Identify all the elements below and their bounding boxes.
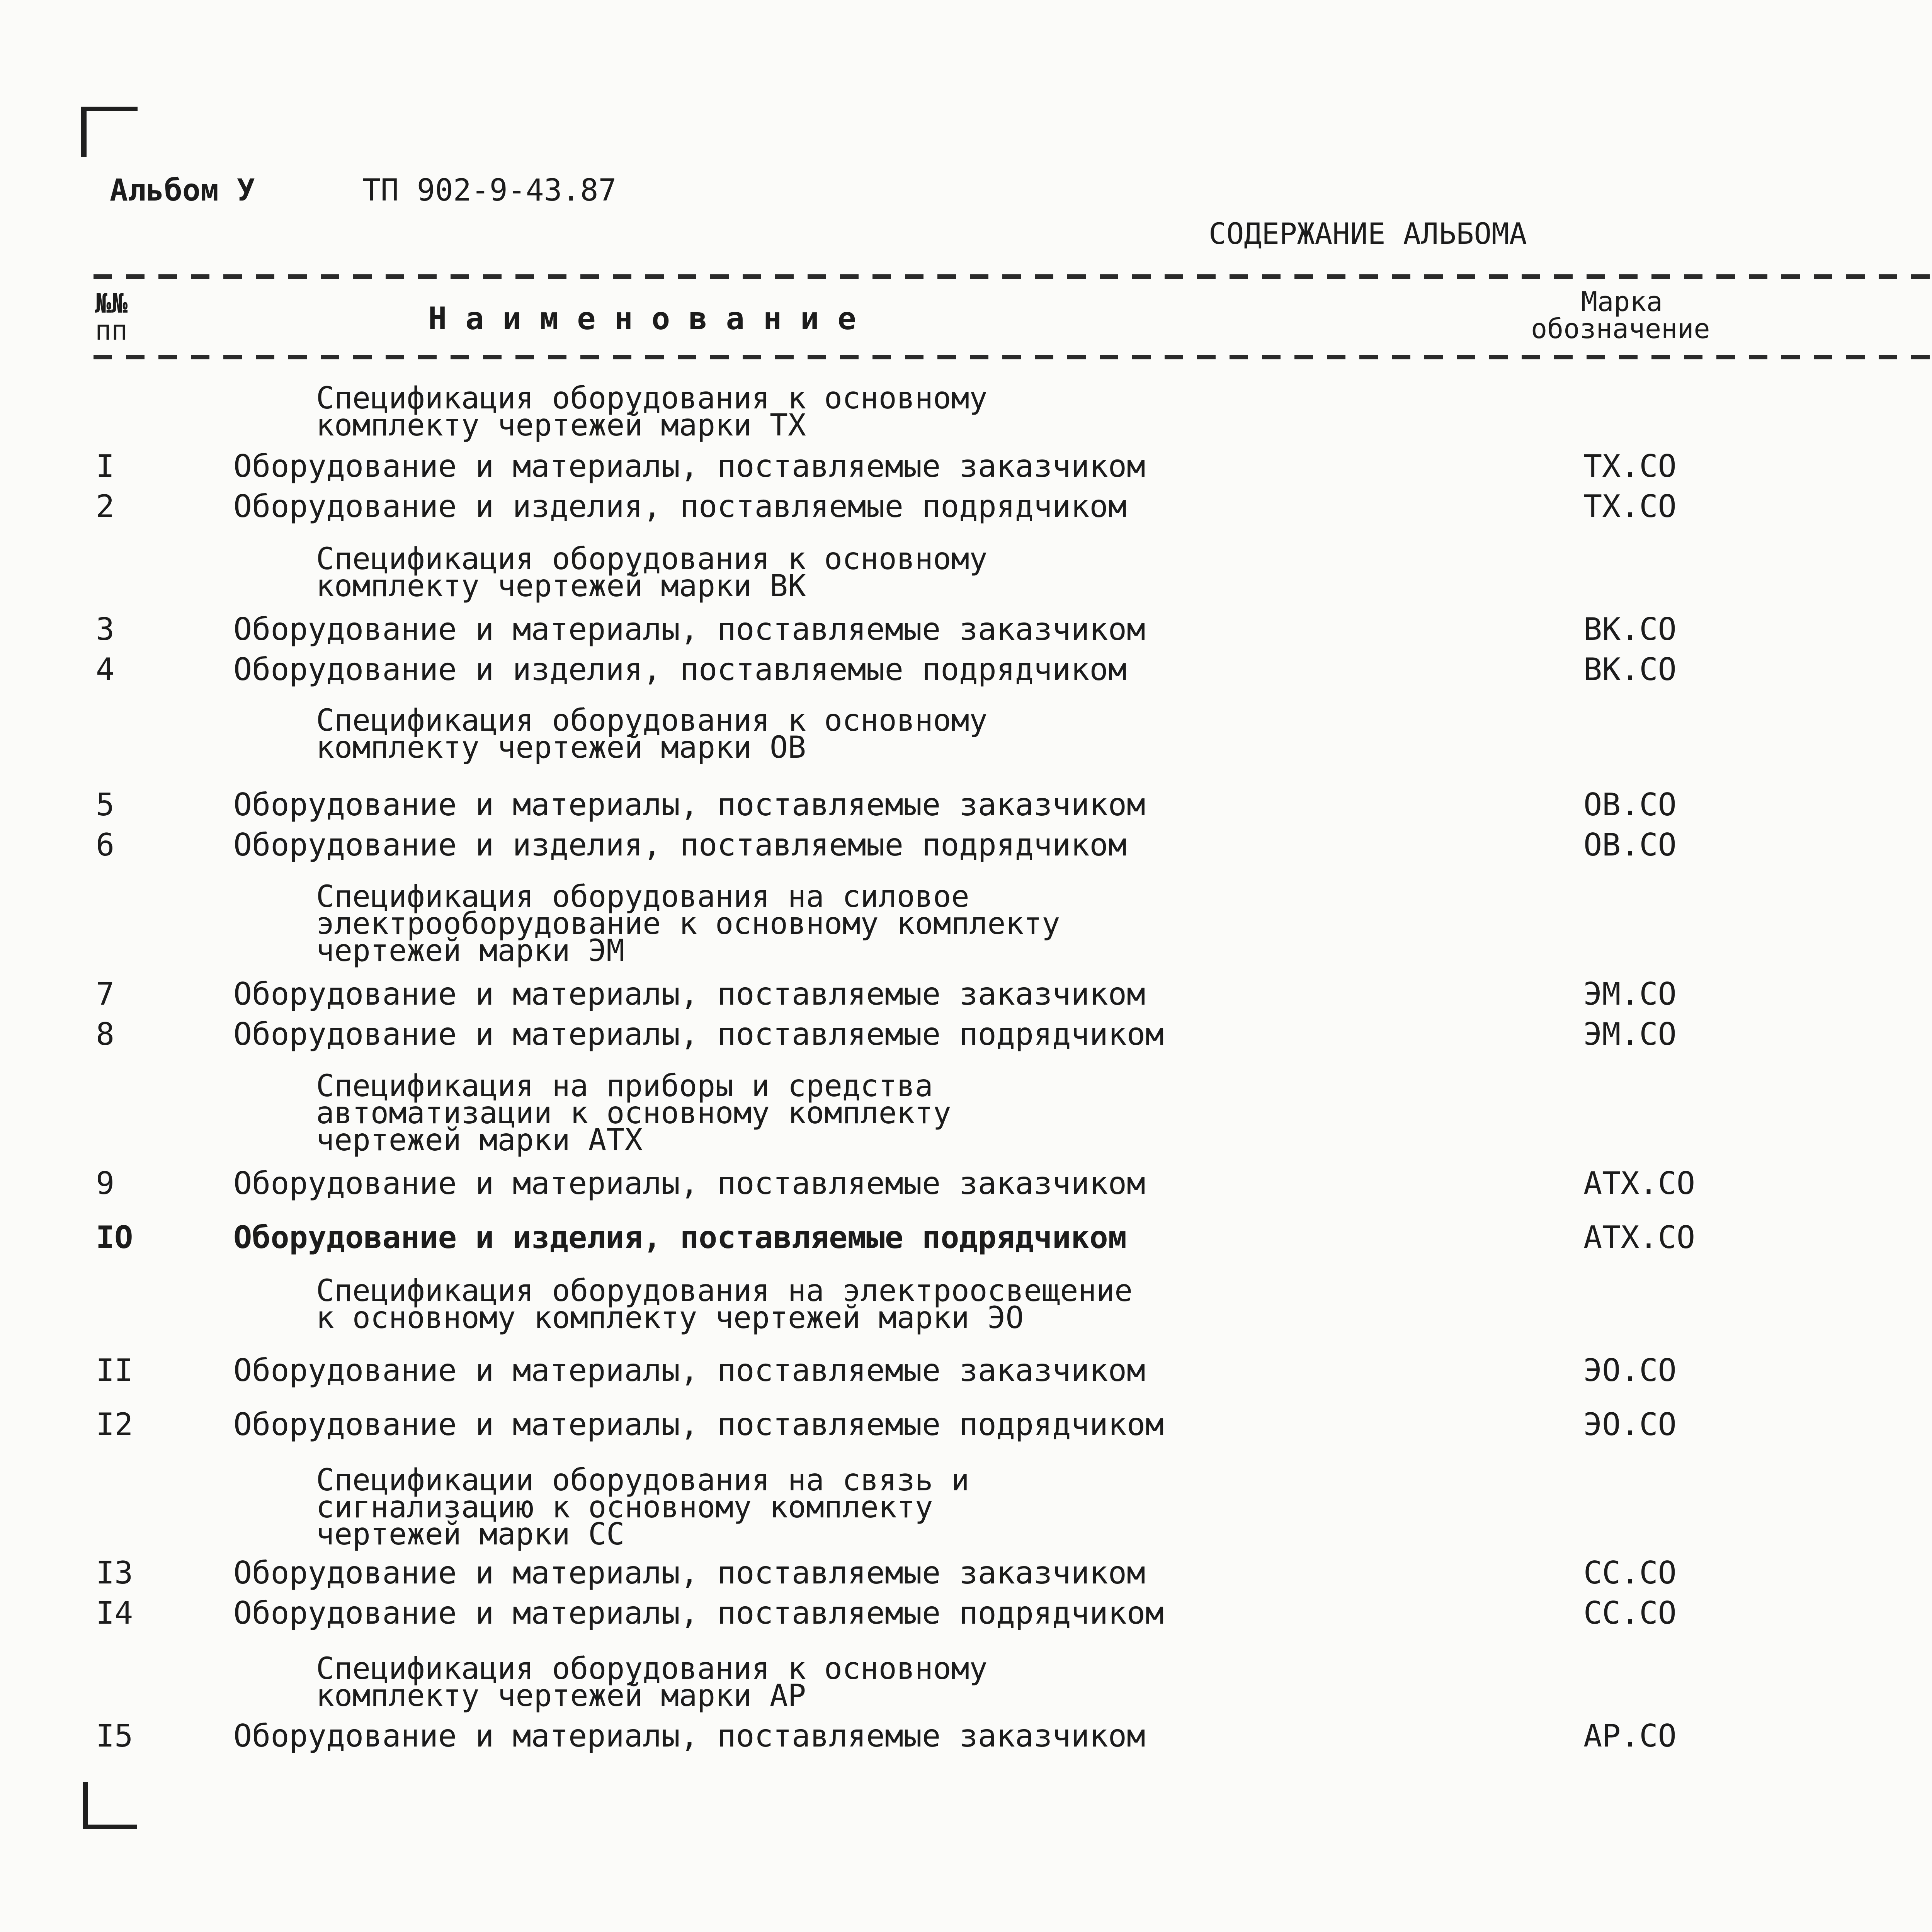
- row-number: I: [96, 448, 115, 484]
- header-top-rule: [94, 274, 1932, 279]
- row-mark: ОВ.СО: [1583, 787, 1677, 823]
- col-header-num-1: №№: [95, 287, 128, 319]
- row-number: I5: [96, 1718, 133, 1754]
- corner-mark-top-left: [81, 107, 87, 157]
- row-name: Оборудование и материалы, поставляемые заказчиком: [233, 976, 1146, 1012]
- row-name: Оборудование и материалы, поставляемые заказчиком: [233, 448, 1146, 484]
- project-code: ТП 902-9-43.87: [362, 173, 617, 208]
- row-mark: ЭО.СО: [1583, 1406, 1677, 1442]
- row-mark: ВК.СО: [1583, 651, 1677, 687]
- row-mark: СС.СО: [1583, 1555, 1677, 1591]
- row-name: Оборудование и материалы, поставляемые заказчиком: [233, 787, 1146, 823]
- header-bottom-rule: [94, 355, 1932, 359]
- row-number: 6: [96, 827, 115, 863]
- row-name: Оборудование и материалы, поставляемые заказчиком: [233, 1718, 1146, 1754]
- row-number: II: [96, 1352, 133, 1388]
- row-number: I4: [96, 1595, 133, 1631]
- col-header-num-2: пп: [95, 315, 128, 346]
- section-heading: Спецификация оборудования к основному комплекту чертежей марки ТХ: [316, 381, 988, 443]
- row-name: Оборудование и материалы, поставляемые заказчиком: [233, 1352, 1146, 1388]
- row-mark: СС.СО: [1583, 1595, 1677, 1631]
- row-mark: АТХ.СО: [1583, 1219, 1695, 1255]
- row-name: Оборудование и изделия, поставляемые подрядчиком: [233, 651, 1127, 687]
- row-number: 4: [96, 651, 115, 687]
- section-heading: Спецификация оборудования к основному комплекту чертежей марки ВК: [316, 542, 988, 604]
- col-header-name: Н а и м е н о в а н и е: [428, 301, 856, 337]
- row-mark: ЭМ.СО: [1583, 1016, 1677, 1052]
- page-title: СОДЕРЖАНИЕ АЛЬБОМА: [1209, 216, 1527, 251]
- section-heading: Спецификация оборудования к основному комплекту чертежей марки ОВ: [316, 703, 988, 765]
- section-heading: Спецификации оборудования на связь и сигнализацию к основному комплекту чертежей марки СС: [316, 1463, 969, 1552]
- row-mark: ОВ.СО: [1583, 827, 1677, 863]
- col-header-mark-2: обозначение: [1531, 313, 1710, 345]
- row-number: IO: [96, 1219, 133, 1255]
- row-number: I2: [96, 1406, 133, 1442]
- album-label: Альбом У: [110, 173, 255, 208]
- corner-mark-bottom-left: [83, 1825, 137, 1829]
- row-number: 9: [96, 1165, 115, 1201]
- section-heading: Спецификация оборудования на силовое электрооборудование к основному комплекту чертежей марки ЭМ: [316, 879, 1060, 968]
- row-mark: ЭО.СО: [1583, 1352, 1677, 1388]
- corner-mark-bottom-left: [83, 1782, 88, 1829]
- row-name: Оборудование и материалы, поставляемые заказчиком: [233, 611, 1146, 647]
- row-name: Оборудование и материалы, поставляемые подрядчиком: [233, 1595, 1164, 1631]
- row-number: 5: [96, 787, 115, 823]
- row-mark: ЭМ.СО: [1583, 976, 1677, 1012]
- row-mark: АР.СО: [1583, 1718, 1677, 1754]
- row-name: Оборудование и материалы, поставляемые подрядчиком: [233, 1016, 1164, 1052]
- row-name: Оборудование и материалы, поставляемые заказчиком: [233, 1555, 1146, 1591]
- row-name: Оборудование и материалы, поставляемые заказчиком: [233, 1165, 1146, 1201]
- section-heading: Спецификация оборудования на электроосвещение к основному комплекту чертежей марки ЭО: [316, 1274, 1133, 1335]
- row-mark: ТХ.СО: [1583, 448, 1677, 484]
- row-number: 3: [96, 611, 115, 647]
- col-header-mark-1: Марка: [1581, 286, 1663, 318]
- row-mark: ВК.СО: [1583, 611, 1677, 647]
- row-number: 7: [96, 976, 115, 1012]
- row-name: Оборудование и изделия, поставляемые подрядчиком: [233, 1219, 1127, 1255]
- section-heading: Спецификация на приборы и средства автоматизации к основному комплекту чертежей марки АТХ: [316, 1069, 951, 1158]
- row-name: Оборудование и изделия, поставляемые подрядчиком: [233, 488, 1127, 524]
- row-name: Оборудование и изделия, поставляемые подрядчиком: [233, 827, 1127, 863]
- row-number: 2: [96, 488, 115, 524]
- corner-mark-top-left: [81, 107, 138, 111]
- row-name: Оборудование и материалы, поставляемые подрядчиком: [233, 1406, 1164, 1442]
- row-number: 8: [96, 1016, 115, 1052]
- row-mark: АТХ.СО: [1583, 1165, 1695, 1201]
- row-mark: ТХ.СО: [1583, 488, 1677, 524]
- row-number: I3: [96, 1555, 133, 1591]
- section-heading: Спецификация оборудования к основному комплекту чертежей марки АР: [316, 1651, 988, 1713]
